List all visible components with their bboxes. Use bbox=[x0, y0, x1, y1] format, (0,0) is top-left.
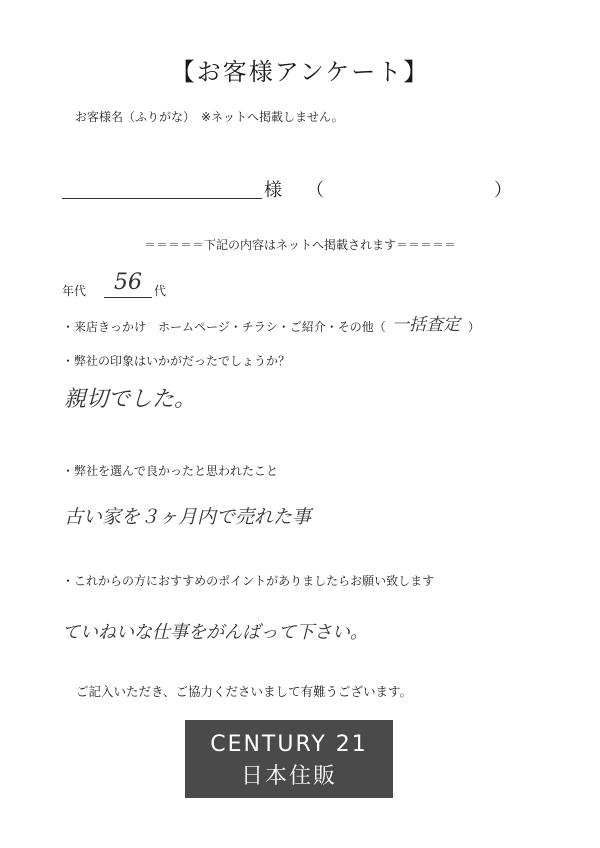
age-field-line bbox=[104, 297, 152, 298]
age-suffix: 代 bbox=[154, 284, 167, 298]
visit-trigger-close-paren: ） bbox=[468, 320, 481, 334]
logo-company-text: 日本住販 bbox=[240, 764, 337, 789]
name-field-line bbox=[62, 198, 262, 199]
honorific: 様 bbox=[264, 180, 282, 201]
page-title: 【お客様アンケート】 bbox=[170, 58, 430, 86]
logo-brand-text: CENTURY 21 bbox=[210, 732, 368, 757]
good-points-answer: 古い家を３ヶ月内で売れた事 bbox=[64, 506, 312, 528]
age-label: 年代 bbox=[62, 284, 87, 298]
furigana-open-paren: （ bbox=[306, 180, 324, 201]
impression-answer: 親切でした。 bbox=[64, 387, 197, 412]
thanks-message: ご記入いただき、ご協力くださいまして有難うございます。 bbox=[76, 684, 413, 699]
age-answer: 56 bbox=[114, 270, 142, 295]
name-label: お客様名（ふりがな） ※ネットへ掲載しません。 bbox=[75, 110, 344, 124]
recommend-question: ・これからの方におすすめのポイントがありましたらお願い致します bbox=[62, 574, 435, 588]
recommend-answer: ていねいな仕事をがんばって下さい。 bbox=[62, 622, 368, 643]
impression-question: ・弊社の印象はいかがだったでしょうか？ bbox=[62, 354, 291, 368]
visit-trigger-answer: 一括査定 bbox=[392, 315, 460, 335]
good-points-question: ・弊社を選んで良かったと思われたこと bbox=[62, 464, 279, 478]
public-divider: ＝＝＝＝＝下記の内容はネットへ掲載されます＝＝＝＝＝ bbox=[143, 238, 456, 252]
visit-trigger-question: ・来店きっかけ ホームページ・チラシ・ご紹介・その他（ bbox=[62, 320, 386, 334]
century21-logo bbox=[185, 720, 393, 798]
furigana-close-paren: ） bbox=[494, 180, 512, 201]
